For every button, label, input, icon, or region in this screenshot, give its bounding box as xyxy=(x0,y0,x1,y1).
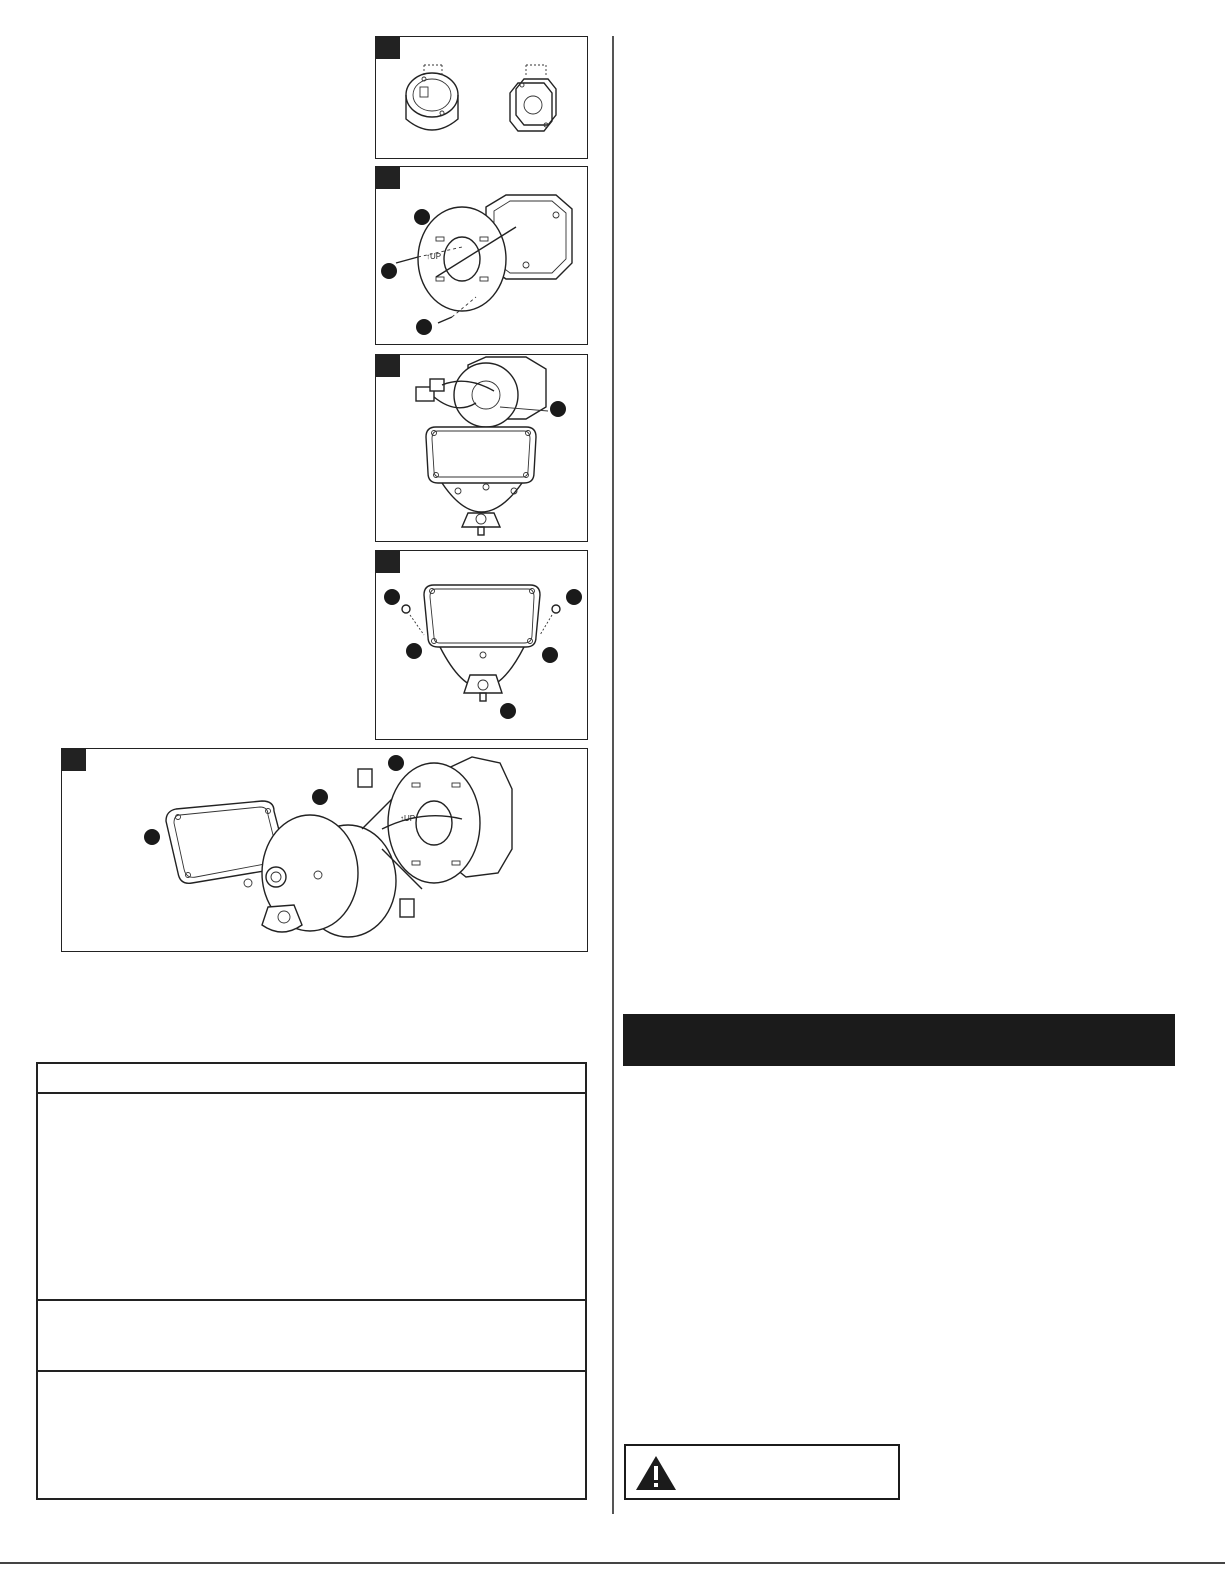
page-bottom-rule xyxy=(0,1562,1225,1564)
callout-marker xyxy=(388,755,404,771)
callout-marker xyxy=(500,703,516,719)
callout-marker xyxy=(406,643,422,659)
table-header-rule xyxy=(38,1092,585,1094)
callout-marker xyxy=(144,829,160,845)
callout-marker xyxy=(414,209,430,225)
table-row-rule xyxy=(38,1370,585,1372)
figure-panel-3 xyxy=(375,354,588,542)
exploded-assembly-illustration xyxy=(62,749,586,949)
figure-panel-2 xyxy=(375,166,588,345)
specification-table xyxy=(36,1062,587,1500)
callout-marker xyxy=(566,589,582,605)
wiring-illustration xyxy=(376,355,586,541)
figure-panel-5 xyxy=(61,748,588,952)
column-divider xyxy=(612,36,614,1514)
callout-marker xyxy=(416,319,432,335)
callout-marker xyxy=(384,589,400,605)
warning-triangle-icon xyxy=(634,1454,678,1492)
section-header-bar xyxy=(623,1014,1175,1066)
callout-marker xyxy=(542,647,558,663)
figure-panel-1 xyxy=(375,36,588,159)
svg-text:↑UP: ↑UP xyxy=(400,814,416,823)
table-row-rule xyxy=(38,1299,585,1301)
callout-marker xyxy=(381,263,397,279)
svg-text:↑UP: ↑UP xyxy=(426,252,442,261)
callout-marker xyxy=(312,789,328,805)
junction-box-illustration xyxy=(376,37,586,157)
callout-marker xyxy=(550,401,566,417)
figure-panel-4 xyxy=(375,550,588,740)
mounting-bracket-illustration xyxy=(376,167,586,343)
warning-callout xyxy=(624,1444,900,1500)
fixture-attach-illustration xyxy=(376,551,586,739)
